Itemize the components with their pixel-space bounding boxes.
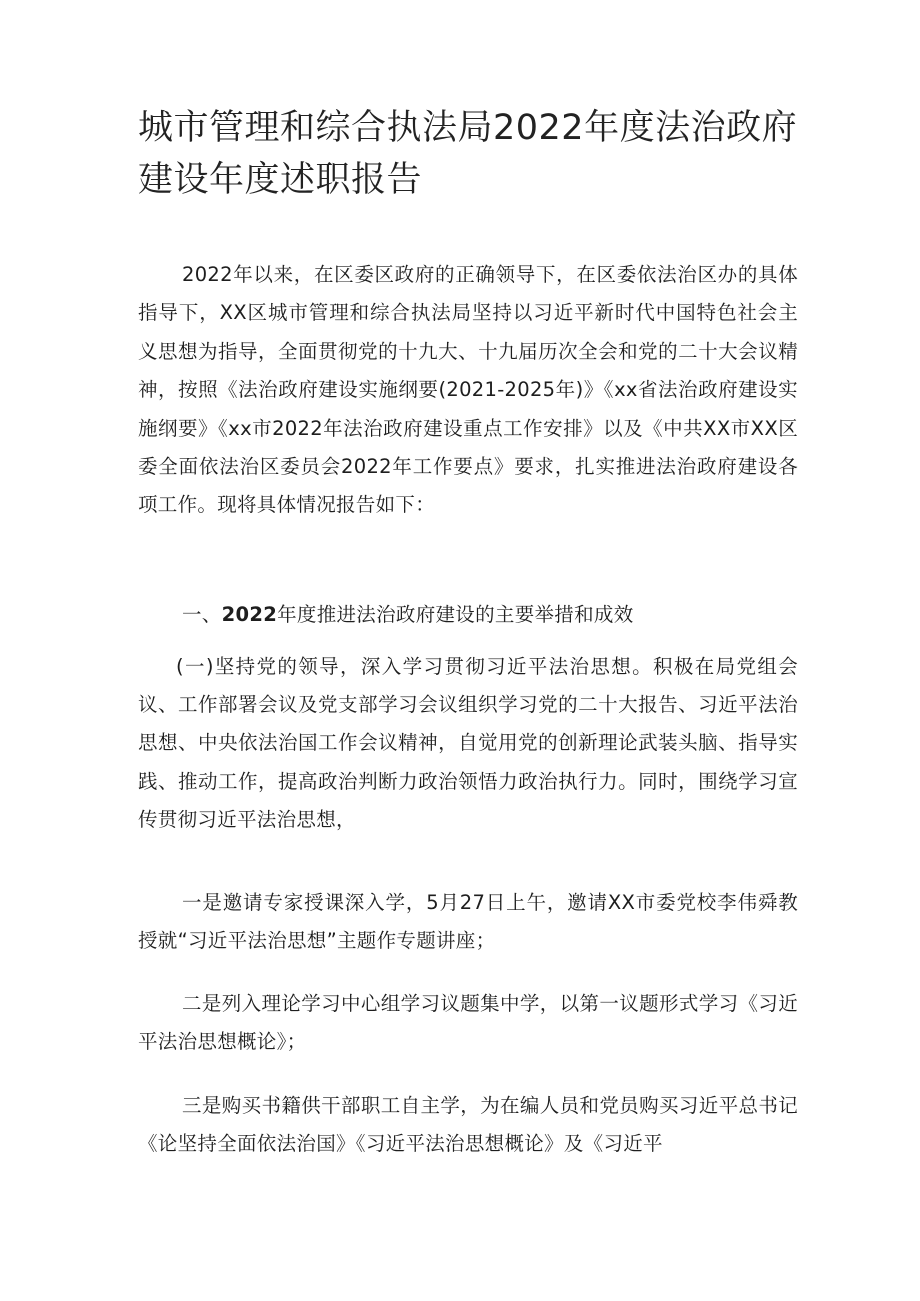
subsection-1-paragraph: (一)坚持党的领导，深入学习贯彻习近平法治思想。积极在局党组会议、工作部署会议及党支部学习会议组织学习党的二十大报告、习近平法治思想、中央依法治国工作会议精神，自觉用党的创新理论武装头脑、指导实践、推动工作，提高政治判断力政治领悟力政治执行力。同时，围绕学习宣传贯彻习近平法治思想，: [138, 655, 798, 831]
document-title: 城市管理和综合执法局2022年度法治政府建设年度述职报告: [138, 108, 798, 200]
section-heading: [138, 596, 798, 634]
list-item-2-paragraph: 二是列入理论学习中心组学习议题集中学，以第一议题形式学习《习近平法治思想概论》；: [138, 992, 798, 1053]
section-heading-year: 2022: [221, 603, 278, 626]
section-heading-text: 年度推进法治政府建设的主要举措和成效: [277, 603, 634, 626]
section-heading-prefix: 一、: [182, 603, 222, 626]
intro-paragraph: 2022年以来，在区委区政府的正确领导下，在区委依法治区办的具体指导下，XX区城市管理和综合执法局坚持以习近平新时代中国特色社会主义思想为指导，全面贯彻党的十九大、十九届历次全会和党的二十大会议精神，按照《法治政府建设实施纲要(2021-2025年)》《xx省法治政府建设实施纲要》《xx市2022年法治政府建设重点工作安排》以及《中共XX市XX区委全面依法治区委员会2022年工作要点》要求，扎实推进法治政府建设各项工作。现将具体情况报告如下：: [138, 263, 798, 517]
list-item-3-paragraph: 三是购买书籍供干部职工自主学，为在编人员和党员购买习近平总书记《论坚持全面依法治国》《习近平法治思想概论》及《习近平: [138, 1094, 798, 1155]
list-item-1-paragraph: 一是邀请专家授课深入学，5月27日上午，邀请XX市委党校李伟舜教授就“习近平法治思想”主题作专题讲座；: [138, 891, 798, 952]
